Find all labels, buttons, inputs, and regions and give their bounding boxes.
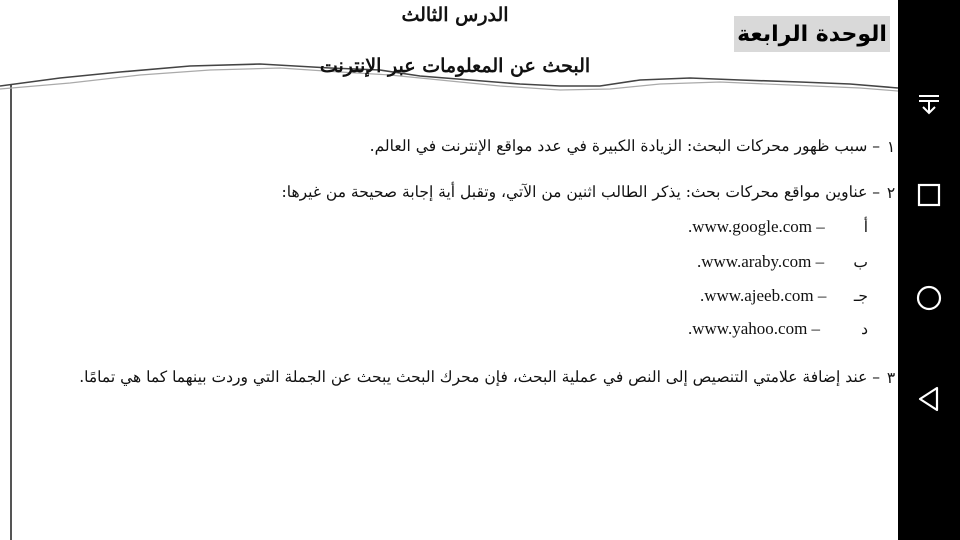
circle-icon[interactable] — [898, 273, 960, 323]
list-item-url: .www.yahoo.com – — [688, 319, 821, 338]
list-item-url: .www.google.com – — [688, 217, 825, 236]
list-item-letter: ب — [853, 253, 868, 271]
answer-3-number: ٣ — [886, 369, 896, 387]
list-item-letter: د — [861, 320, 868, 338]
android-navigation-bar — [898, 0, 960, 540]
answer-2-text: – عناوين مواقع محركات بحث: يذكر الطالب اثنين من الآتي، وتقبل أية إجابة صحيحة من غيرها: — [281, 183, 880, 201]
answer-2-number: ٢ — [886, 184, 896, 202]
list-item-letter: جـ — [853, 287, 868, 305]
answer-1-number: ١ — [886, 138, 896, 156]
lesson-title: البحث عن المعلومات عبر الإنترنت — [319, 55, 591, 77]
lesson-heading: الدرس الثالث — [401, 4, 509, 26]
list-item-url: .www.araby.com – — [697, 252, 825, 271]
list-item-url: .www.ajeeb.com – — [700, 286, 827, 305]
answer-1-text: – سبب ظهور محركات البحث: الزيادة الكبيرة في عدد مواقع الإنترنت في العالم. — [369, 137, 880, 155]
square-icon[interactable] — [898, 170, 960, 220]
unit-heading: الوحدة الرابعة — [734, 16, 890, 52]
page-margin-line — [10, 85, 12, 540]
answer-3-text: – عند إضافة علامتي التنصيص إلى النص في عملية البحث، فإن محرك البحث يبحث عن الجملة التي وردت بينهما كما هي تمامًا. — [79, 368, 880, 386]
collapse-down-icon[interactable] — [898, 80, 960, 130]
triangle-back-icon[interactable] — [898, 374, 960, 424]
list-item-letter: أ — [863, 218, 868, 236]
